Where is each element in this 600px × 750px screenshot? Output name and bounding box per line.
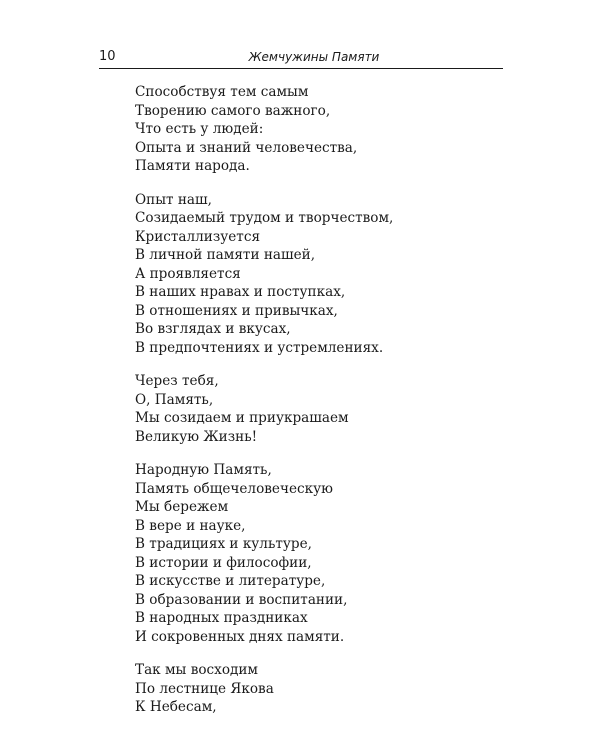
poem-line: О, Память, (135, 391, 214, 408)
poem-line: Мы созидаем и приукрашаем (135, 410, 349, 426)
poem-line: Опыта и знаний человечества, (135, 139, 358, 156)
poem-line: Что есть у людей: (135, 121, 264, 137)
poem-line: Созидаемый трудом и творчеством, (135, 210, 394, 226)
poem-line: В вере и науке, (135, 517, 246, 534)
poem-line: В предпочтениях и устремлениях. (135, 339, 384, 356)
stanza-4 (135, 461, 505, 646)
poem-line: В традициях и культуре, (135, 536, 312, 552)
stanza-1 (135, 83, 505, 176)
poem-line: Народную Память, (135, 462, 272, 478)
poem-text (135, 83, 505, 732)
page-header (99, 46, 503, 69)
poem-line: Кристаллизуется (135, 228, 261, 245)
poem-line: К Небесам, (135, 699, 217, 715)
running-title: Жемчужины Памяти (248, 50, 380, 64)
stanza-5 (135, 661, 505, 717)
poem-line: По лестнице Якова (135, 680, 274, 697)
poem-line: Способствуя тем самым (135, 84, 309, 100)
poem-line: Опыт наш, (135, 191, 212, 208)
poem-line: В отношениях и привычках, (135, 302, 338, 319)
poem-line: В образовании и воспитании, (135, 591, 348, 608)
poem-line: А проявляется (135, 265, 241, 282)
poem-line: Через тебя, (135, 373, 219, 389)
poem-line: Великую Жизнь! (135, 428, 258, 445)
poem-line: В искусстве и литературе, (135, 573, 326, 589)
poem-line: Памяти народа. (135, 158, 250, 174)
stanza-3 (135, 372, 505, 446)
poem-line: В личной памяти нашей, (135, 247, 316, 263)
poem-line: В народных праздниках (135, 610, 308, 626)
poem-line: В истории и философии, (135, 554, 312, 571)
page-number: 10 (99, 49, 116, 64)
poem-line: В наших нравах и поступках, (135, 284, 346, 300)
stanza-2 (135, 191, 505, 358)
poem-line: И сокровенных днях памяти. (135, 628, 345, 645)
poem-line: Творению самого важного, (135, 102, 331, 119)
poem-line: Во взглядах и вкусах, (135, 321, 291, 337)
poem-line: Мы бережем (135, 499, 229, 515)
poem-line: Память общечеловеческую (135, 480, 333, 497)
poem-line: Так мы восходим (135, 662, 259, 678)
